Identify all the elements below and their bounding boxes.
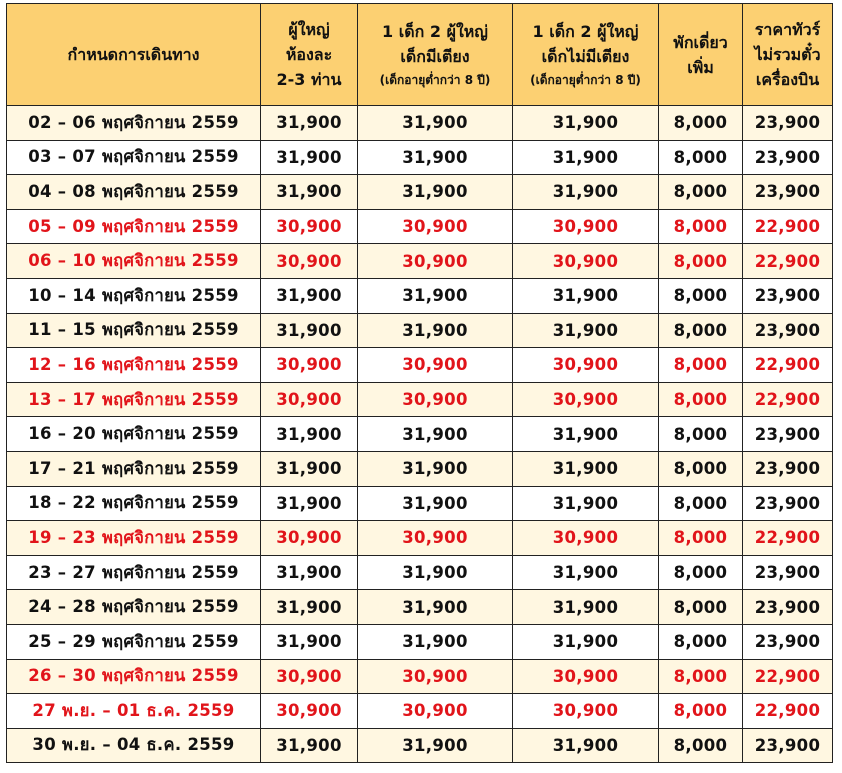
adult-price-cell: 31,900 — [261, 278, 358, 313]
header-child-no-bed: 1 เด็ก 2 ผู้ใหญ่ เด็กไม่มีเตียง (เด็กอายุต่ำกว่า 8 ปี) — [513, 4, 659, 106]
travel-date-cell: 25 – 29 พฤศจิกายน 2559 — [7, 624, 261, 659]
price-without-ticket-cell: 22,900 — [743, 694, 833, 729]
table-row — [7, 140, 833, 175]
tour-price-table — [6, 3, 833, 763]
child-with-bed-price-cell: 31,900 — [358, 417, 513, 452]
child-with-bed-price-cell: 30,900 — [358, 521, 513, 556]
single-supplement-cell: 8,000 — [659, 348, 743, 383]
table-row — [7, 624, 833, 659]
adult-price-cell: 31,900 — [261, 175, 358, 210]
child-with-bed-price-cell: 31,900 — [358, 313, 513, 348]
child-no-bed-price-cell: 30,900 — [513, 348, 659, 383]
price-without-ticket-cell: 22,900 — [743, 209, 833, 244]
adult-price-cell: 30,900 — [261, 348, 358, 383]
single-supplement-cell: 8,000 — [659, 175, 743, 210]
price-without-ticket-cell: 23,900 — [743, 728, 833, 763]
child-with-bed-price-cell: 31,900 — [358, 278, 513, 313]
adult-price-cell: 30,900 — [261, 244, 358, 279]
child-no-bed-price-cell: 30,900 — [513, 521, 659, 556]
single-supplement-cell: 8,000 — [659, 244, 743, 279]
table-row — [7, 382, 833, 417]
child-no-bed-price-cell: 31,900 — [513, 417, 659, 452]
travel-date-cell: 30 พ.ย. – 04 ธ.ค. 2559 — [7, 728, 261, 763]
adult-price-cell: 31,900 — [261, 313, 358, 348]
header-adult-price: ผู้ใหญ่ ห้องละ 2-3 ท่าน — [261, 4, 358, 106]
single-supplement-cell: 8,000 — [659, 555, 743, 590]
travel-date-cell: 16 – 20 พฤศจิกายน 2559 — [7, 417, 261, 452]
child-no-bed-price-cell: 31,900 — [513, 728, 659, 763]
adult-price-cell: 30,900 — [261, 209, 358, 244]
adult-price-cell: 31,900 — [261, 106, 358, 141]
single-supplement-cell: 8,000 — [659, 278, 743, 313]
table-row — [7, 313, 833, 348]
single-supplement-cell: 8,000 — [659, 140, 743, 175]
adult-price-cell: 31,900 — [261, 451, 358, 486]
price-without-ticket-cell: 23,900 — [743, 624, 833, 659]
child-with-bed-price-cell: 30,900 — [358, 348, 513, 383]
single-supplement-cell: 8,000 — [659, 590, 743, 625]
child-with-bed-price-cell: 31,900 — [358, 590, 513, 625]
child-no-bed-price-cell: 30,900 — [513, 659, 659, 694]
price-table-container — [6, 3, 833, 763]
table-row — [7, 555, 833, 590]
travel-date-cell: 13 – 17 พฤศจิกายน 2559 — [7, 382, 261, 417]
child-no-bed-price-cell: 31,900 — [513, 624, 659, 659]
table-row — [7, 209, 833, 244]
single-supplement-cell: 8,000 — [659, 659, 743, 694]
child-no-bed-price-cell: 31,900 — [513, 590, 659, 625]
table-row — [7, 486, 833, 521]
travel-date-cell: 05 – 09 พฤศจิกายน 2559 — [7, 209, 261, 244]
travel-date-cell: 26 – 30 พฤศจิกายน 2559 — [7, 659, 261, 694]
price-without-ticket-cell: 23,900 — [743, 175, 833, 210]
travel-date-cell: 17 – 21 พฤศจิกายน 2559 — [7, 451, 261, 486]
single-supplement-cell: 8,000 — [659, 417, 743, 452]
child-no-bed-price-cell: 31,900 — [513, 313, 659, 348]
adult-price-cell: 30,900 — [261, 521, 358, 556]
table-row — [7, 244, 833, 279]
child-no-bed-price-cell: 30,900 — [513, 209, 659, 244]
single-supplement-cell: 8,000 — [659, 451, 743, 486]
adult-price-cell: 31,900 — [261, 486, 358, 521]
child-no-bed-price-cell: 31,900 — [513, 555, 659, 590]
price-without-ticket-cell: 23,900 — [743, 590, 833, 625]
single-supplement-cell: 8,000 — [659, 313, 743, 348]
price-without-ticket-cell: 23,900 — [743, 451, 833, 486]
child-with-bed-price-cell: 31,900 — [358, 728, 513, 763]
single-supplement-cell: 8,000 — [659, 521, 743, 556]
travel-date-cell: 06 – 10 พฤศจิกายน 2559 — [7, 244, 261, 279]
travel-date-cell: 18 – 22 พฤศจิกายน 2559 — [7, 486, 261, 521]
child-with-bed-price-cell: 31,900 — [358, 140, 513, 175]
price-without-ticket-cell: 23,900 — [743, 140, 833, 175]
price-without-ticket-cell: 23,900 — [743, 555, 833, 590]
table-row — [7, 728, 833, 763]
travel-date-cell: 11 – 15 พฤศจิกายน 2559 — [7, 313, 261, 348]
child-no-bed-price-cell: 31,900 — [513, 451, 659, 486]
child-no-bed-price-cell: 31,900 — [513, 486, 659, 521]
header-single-supplement: พักเดี่ยว เพิ่ม — [659, 4, 743, 106]
price-without-ticket-cell: 23,900 — [743, 106, 833, 141]
travel-date-cell: 02 – 06 พฤศจิกายน 2559 — [7, 106, 261, 141]
single-supplement-cell: 8,000 — [659, 382, 743, 417]
adult-price-cell: 31,900 — [261, 555, 358, 590]
single-supplement-cell: 8,000 — [659, 728, 743, 763]
child-with-bed-price-cell: 31,900 — [358, 624, 513, 659]
adult-price-cell: 31,900 — [261, 728, 358, 763]
table-row — [7, 521, 833, 556]
table-row — [7, 278, 833, 313]
adult-price-cell: 31,900 — [261, 417, 358, 452]
single-supplement-cell: 8,000 — [659, 106, 743, 141]
table-row — [7, 590, 833, 625]
price-without-ticket-cell: 22,900 — [743, 348, 833, 383]
child-no-bed-price-cell: 30,900 — [513, 382, 659, 417]
price-without-ticket-cell: 22,900 — [743, 244, 833, 279]
travel-date-cell: 03 – 07 พฤศจิกายน 2559 — [7, 140, 261, 175]
price-without-ticket-cell: 23,900 — [743, 278, 833, 313]
price-without-ticket-cell: 23,900 — [743, 313, 833, 348]
table-row — [7, 106, 833, 141]
table-row — [7, 348, 833, 383]
adult-price-cell: 31,900 — [261, 140, 358, 175]
child-no-bed-price-cell: 31,900 — [513, 106, 659, 141]
single-supplement-cell: 8,000 — [659, 486, 743, 521]
price-without-ticket-cell: 23,900 — [743, 417, 833, 452]
price-without-ticket-cell: 22,900 — [743, 659, 833, 694]
single-supplement-cell: 8,000 — [659, 694, 743, 729]
travel-date-cell: 12 – 16 พฤศจิกายน 2559 — [7, 348, 261, 383]
header-price-without-ticket: ราคาทัวร์ ไม่รวมตั๋ว เครื่องบิน — [743, 4, 833, 106]
child-no-bed-price-cell: 30,900 — [513, 244, 659, 279]
child-with-bed-price-cell: 31,900 — [358, 106, 513, 141]
travel-date-cell: 10 – 14 พฤศจิกายน 2559 — [7, 278, 261, 313]
child-no-bed-price-cell: 30,900 — [513, 694, 659, 729]
table-header-row — [7, 4, 833, 106]
child-no-bed-price-cell: 31,900 — [513, 175, 659, 210]
travel-date-cell: 27 พ.ย. – 01 ธ.ค. 2559 — [7, 694, 261, 729]
travel-date-cell: 23 – 27 พฤศจิกายน 2559 — [7, 555, 261, 590]
adult-price-cell: 30,900 — [261, 659, 358, 694]
child-with-bed-price-cell: 30,900 — [358, 244, 513, 279]
adult-price-cell: 30,900 — [261, 694, 358, 729]
table-row — [7, 175, 833, 210]
child-with-bed-price-cell: 30,900 — [358, 382, 513, 417]
child-with-bed-price-cell: 31,900 — [358, 451, 513, 486]
child-with-bed-price-cell: 31,900 — [358, 555, 513, 590]
header-travel-dates: กำหนดการเดินทาง — [7, 4, 261, 106]
child-no-bed-price-cell: 31,900 — [513, 140, 659, 175]
child-with-bed-price-cell: 30,900 — [358, 659, 513, 694]
single-supplement-cell: 8,000 — [659, 209, 743, 244]
child-with-bed-price-cell: 30,900 — [358, 209, 513, 244]
child-with-bed-price-cell: 30,900 — [358, 694, 513, 729]
adult-price-cell: 31,900 — [261, 590, 358, 625]
price-without-ticket-cell: 22,900 — [743, 382, 833, 417]
table-row — [7, 417, 833, 452]
child-with-bed-price-cell: 31,900 — [358, 175, 513, 210]
price-without-ticket-cell: 23,900 — [743, 486, 833, 521]
travel-date-cell: 24 – 28 พฤศจิกายน 2559 — [7, 590, 261, 625]
header-child-with-bed: 1 เด็ก 2 ผู้ใหญ่ เด็กมีเตียง (เด็กอายุต่ำกว่า 8 ปี) — [358, 4, 513, 106]
travel-date-cell: 19 – 23 พฤศจิกายน 2559 — [7, 521, 261, 556]
price-rows — [7, 106, 833, 763]
table-row — [7, 694, 833, 729]
child-no-bed-price-cell: 31,900 — [513, 278, 659, 313]
single-supplement-cell: 8,000 — [659, 624, 743, 659]
child-with-bed-price-cell: 31,900 — [358, 486, 513, 521]
table-row — [7, 659, 833, 694]
price-without-ticket-cell: 22,900 — [743, 521, 833, 556]
travel-date-cell: 04 – 08 พฤศจิกายน 2559 — [7, 175, 261, 210]
adult-price-cell: 31,900 — [261, 624, 358, 659]
adult-price-cell: 30,900 — [261, 382, 358, 417]
table-row — [7, 451, 833, 486]
